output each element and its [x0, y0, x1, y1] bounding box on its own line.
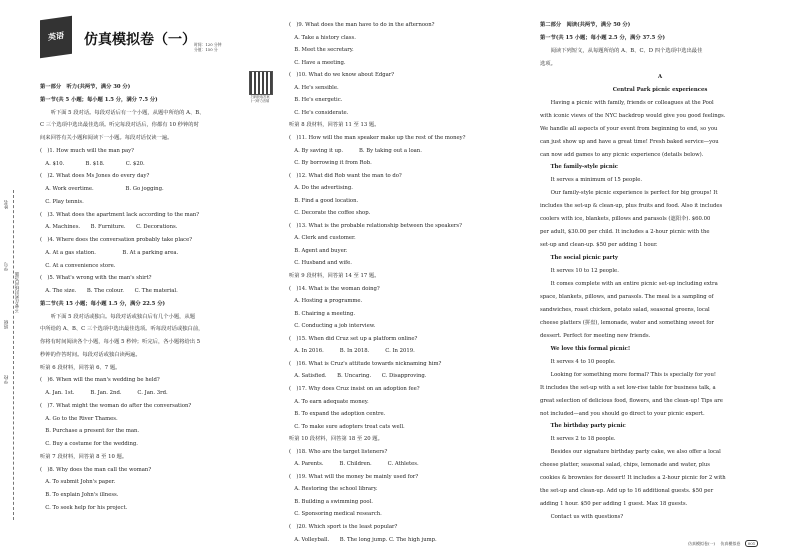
text-line: 听第 8 段材料，回答第 11 至 13 题。	[289, 122, 380, 129]
text-line: 听第 7 段材料，回答第 8 至 10 题。	[40, 453, 128, 460]
answer-options: A. Work overtime. B. Go jogging.	[40, 186, 164, 192]
time-limit: 时间：120 分钟	[194, 42, 222, 47]
answer-options: B. To explain John's illness.	[40, 492, 119, 498]
question-stem: ( )17. Why does Cruz insist on an adoption fee?	[289, 385, 420, 392]
answer-options: C. To seek help for his project.	[40, 504, 128, 511]
text-line: The birthday party picnic	[540, 423, 626, 430]
answer-options: A. The size. B. The colour. C. The material.	[40, 288, 178, 294]
text-line: We love this formal picnic!	[540, 345, 631, 352]
answer-options: B. He's energetic.	[289, 97, 343, 104]
answer-options: C. At a convenience store.	[40, 262, 116, 269]
answer-options: C. To make sure adopters treat cats well.	[289, 423, 405, 430]
question-stem: ( )5. What's wrong with the man's shirt?	[40, 275, 152, 282]
text-line: C 三个选项中选出最佳选项。听完每段对话后，你都有 10 秒钟的时	[40, 122, 199, 129]
text-line: It serves 4 to 10 people.	[540, 358, 616, 365]
text-line: coolers with ice, blankets, pillows and parasols (遮阳伞). $60.00	[540, 216, 711, 223]
answer-options: A. Clerk and customer.	[289, 235, 356, 242]
text-line: We handle all aspects of your event from beginning to end, so you	[540, 125, 718, 132]
answer-options: B. Building a swimming pool.	[289, 498, 373, 505]
answer-options: A. Go to the River Thames.	[40, 415, 118, 422]
total-score: 分值：150 分	[194, 47, 218, 53]
text-line: 听第 6 段材料，回答第 6、7 题。	[40, 364, 121, 371]
text-line: 你将有时间阅读各个小题，每小题 5 秒钟；听完后，各小题将给出 5	[40, 339, 201, 345]
text-line: includes the set-up & clean-up, plus fruits and food. Also it includes	[540, 203, 723, 210]
text-line: The social picnic party	[540, 255, 618, 262]
question-stem: ( )19. What will the money be mainly used for?	[289, 473, 419, 480]
text-line: with iconic views of the NYC backdrop would give you good feelings.	[540, 112, 726, 119]
answer-options: C. By borrowing it from Rob.	[289, 160, 372, 167]
text-line: 第一节(共 15 小题；每小题 2.5 分，满分 37.5 分)	[540, 34, 666, 41]
question-stem: ( )1. How much will the man pay?	[40, 147, 135, 154]
answer-options: C. He's considerate.	[289, 109, 349, 116]
text-line: cookies & brownies for dessert! It includes a 2-hour picnic for 2 with	[540, 475, 726, 482]
text-line: Besides our signature birthday party cake, we also offer a local	[540, 449, 721, 456]
text-line: the set-up and clean-up. Add up to 16 additional guests. $50 per	[540, 488, 714, 495]
question-stem: ( )10. What do we know about Edgar?	[289, 72, 395, 79]
text-line: 中所给的 A、B、C 三个选项中选出最佳选项。听每段对话或独白前，	[40, 326, 204, 333]
text-line: 听下面 5 段对话。每段对话后有一个小题，从题中所给的 A、B、	[40, 109, 205, 116]
text-line: 听第 10 段材料，回答第 18 至 20 题。	[289, 436, 383, 443]
answer-options: A. Jan. 1st. B. Jan. 2nd. C. Jan. 3rd.	[40, 390, 168, 396]
text-line: great selection of delicious food, flowers, and the clean-up! Tips are	[540, 397, 723, 404]
school-field-label: 学校	[4, 375, 9, 384]
seal-notice: 不要在密封线内答题	[15, 272, 20, 313]
text-line: Looking for something more formal? This is specially for you!	[540, 371, 717, 378]
answer-options: B. Purchase a present for the man.	[40, 428, 140, 435]
text-line: 听下面 5 段对话或独白。每段对话或独白后有几个小题，从题	[40, 313, 196, 320]
answer-options: A. Take a history class.	[289, 34, 356, 41]
answer-options: A. Restoring the school library.	[289, 486, 378, 493]
class-field-label: 班级	[4, 320, 9, 329]
answer-options: B. Find a good location.	[289, 197, 359, 204]
text-line: It serves 10 to 12 people.	[540, 268, 619, 275]
text-line: set-up and clean-up. $50 per adding 1 hour.	[540, 242, 658, 249]
text-line: adding 1 hour. $50 per adding 1 guest. Max 18 guests.	[540, 501, 688, 508]
question-stem: ( )4. Where does the conversation probably take place?	[40, 237, 193, 243]
exam-meta	[194, 42, 221, 52]
text-line: not included—and you should go direct to your picnic expert.	[540, 410, 705, 417]
answer-options: B. Agent and buyer.	[289, 247, 348, 254]
qr-caption: 扫码获取答案 (一)听力音频	[250, 95, 270, 104]
footer-left-label: 仿真模拟卷(一)	[688, 541, 716, 546]
footer-right-label: 仿真模拟卷	[720, 541, 741, 546]
text-line: 第一部分 听力(共两节，满分 30 分)	[40, 84, 131, 90]
text-line: can now add games to any picnic experience (details below).	[540, 151, 704, 158]
qr-code-icon[interactable]	[249, 71, 273, 95]
text-line: Central Park picnic experiences	[612, 86, 708, 93]
answer-options: C. Conducting a job interview.	[289, 323, 376, 330]
answer-options: A. Hosting a programme.	[289, 298, 363, 305]
text-line: space, blankets, pillows, and parasols. The meal is a sampling of	[540, 293, 714, 300]
answer-options: C. Play tennis.	[40, 198, 84, 205]
answer-options: C. Decorate the coffee shop.	[289, 210, 371, 217]
question-stem: ( )18. Who are the target listeners?	[289, 448, 388, 455]
answer-options: B. Chairing a meeting.	[289, 310, 356, 317]
text-line: 秒钟的作答时间。每段对话或独白读两遍。	[40, 351, 141, 358]
text-line: 听第 9 段材料，回答第 14 至 17 题。	[289, 273, 380, 279]
text-line: can just show up and have a great time! Fresh baked service—you	[540, 138, 719, 145]
page-number: 001	[745, 540, 759, 547]
answer-options: A. $10. B. $18. C. $20.	[40, 160, 145, 167]
text-line: It serves a minimum of 15 people.	[540, 177, 643, 184]
text-line: 第一节(共 5 小题；每小题 1.5 分，满分 7.5 分)	[40, 96, 158, 103]
answer-options: C. Sponsoring medical research.	[289, 511, 382, 518]
text-line: Contact us with questions?	[540, 514, 624, 521]
question-stem: ( )9. What does the man have to do in the afternoon?	[289, 22, 435, 28]
id-field-label: 学号	[4, 262, 9, 271]
text-line: cheese platters (拼盘), lemonade, water and something sweet for	[540, 319, 714, 326]
question-stem: ( )20. Which sport is the least popular?	[289, 524, 398, 530]
text-line: 选项。	[540, 60, 556, 67]
question-stem: ( )15. When did Cruz set up a platform online?	[289, 335, 418, 342]
answer-options: A. At a gas station. B. At a parking area.	[40, 249, 179, 256]
text-line: It comes complete with an entire picnic set-up including extra	[540, 281, 718, 287]
question-stem: ( )2. What does Ms Jones do every day?	[40, 173, 150, 180]
text-line: A	[657, 73, 663, 80]
text-line: It serves 2 to 18 people.	[540, 436, 616, 443]
answer-options: B. To expand the adoption centre.	[289, 411, 386, 418]
text-line: cheese platter, seasonal salad, chips, lemonade and water, plus	[540, 462, 710, 469]
question-stem: ( )12. What did Rob want the man to do?	[289, 172, 402, 179]
text-line: dessert. Perfect for meeting new friends.	[540, 332, 651, 339]
paper-title: 仿真模拟卷（一）	[84, 32, 196, 48]
question-stem: ( )6. When will the man's wedding be held?	[40, 377, 160, 384]
text-line: 阅读下列短文，从每题所给的 A、B、C、D 四个选项中选出最佳	[540, 47, 703, 54]
text-line: Having a picnic with family, friends or colleagues at the Pool	[540, 99, 714, 106]
question-stem: ( )11. How will the man speaker make up the rest of the money?	[289, 134, 466, 141]
text-line: 第二部分 阅读(共两节，满分 50 分)	[540, 22, 631, 28]
answer-options: C. Have a meeting.	[289, 59, 346, 66]
text-line: The family-style picnic	[540, 164, 618, 171]
answer-options: A. In 2016. B. In 2018. C. In 2019.	[289, 348, 415, 355]
question-stem: ( )14. What is the woman doing?	[289, 285, 380, 292]
question-stem: ( )3. What does the apartment lack according to the man?	[40, 211, 200, 218]
answer-options: A. Do the advertising.	[289, 185, 353, 192]
answer-options: A. Satisfied. B. Uncaring. C. Disapproving.	[289, 373, 427, 380]
answer-options: A. He's sensible.	[289, 84, 339, 91]
answer-options: A. Machines. B. Furniture. C. Decorations.	[40, 224, 178, 231]
text-line: 间来回答有关小题和阅读下一小题。每段对话仅读一遍。	[40, 135, 173, 141]
question-stem: ( )7. What might the woman do after the conversation?	[40, 402, 192, 409]
question-stem: ( )16. What is Cruz's attitude towards nicknaming him?	[289, 360, 442, 367]
text-line: It includes the set-up with a set low-rise table for business talk, a	[540, 384, 716, 391]
answer-options: A. Volleyball. B. The long jump. C. The high jump.	[289, 536, 437, 543]
text-line: 第二节(共 15 小题；每小题 1.5 分，满分 22.5 分)	[40, 300, 166, 307]
question-stem: ( )13. What is the probable relationship between the speakers?	[289, 222, 462, 229]
text-line: per adult, $30.00 per child. It includes a 2-hour picnic with the	[540, 229, 710, 236]
answer-options: A. To earn adequate money.	[289, 398, 369, 405]
answer-options: C. Husband and wife.	[289, 260, 352, 267]
answer-options: A. Parents. B. Children. C. Athletes.	[289, 461, 419, 468]
page-footer	[688, 540, 758, 547]
text-line: sandwiches, roast chicken, potato salad, seasonal greens, local	[540, 306, 710, 313]
question-stem: ( )8. Why does the man call the woman?	[40, 466, 152, 473]
seal-line	[13, 190, 14, 520]
answer-options: A. To submit John's paper.	[40, 479, 116, 486]
text-line: Our family-style picnic experience is perfect for big groups! It	[540, 190, 718, 197]
answer-options: A. By saving it up. B. By taking out a loan.	[289, 147, 422, 154]
subject-badge: 英语	[40, 16, 72, 58]
binding-margin	[0, 0, 24, 556]
name-field-label: 姓名	[4, 200, 9, 209]
answer-options: B. Meet the secretary.	[289, 47, 354, 54]
answer-options: C. Buy a costume for the wedding.	[40, 441, 138, 447]
